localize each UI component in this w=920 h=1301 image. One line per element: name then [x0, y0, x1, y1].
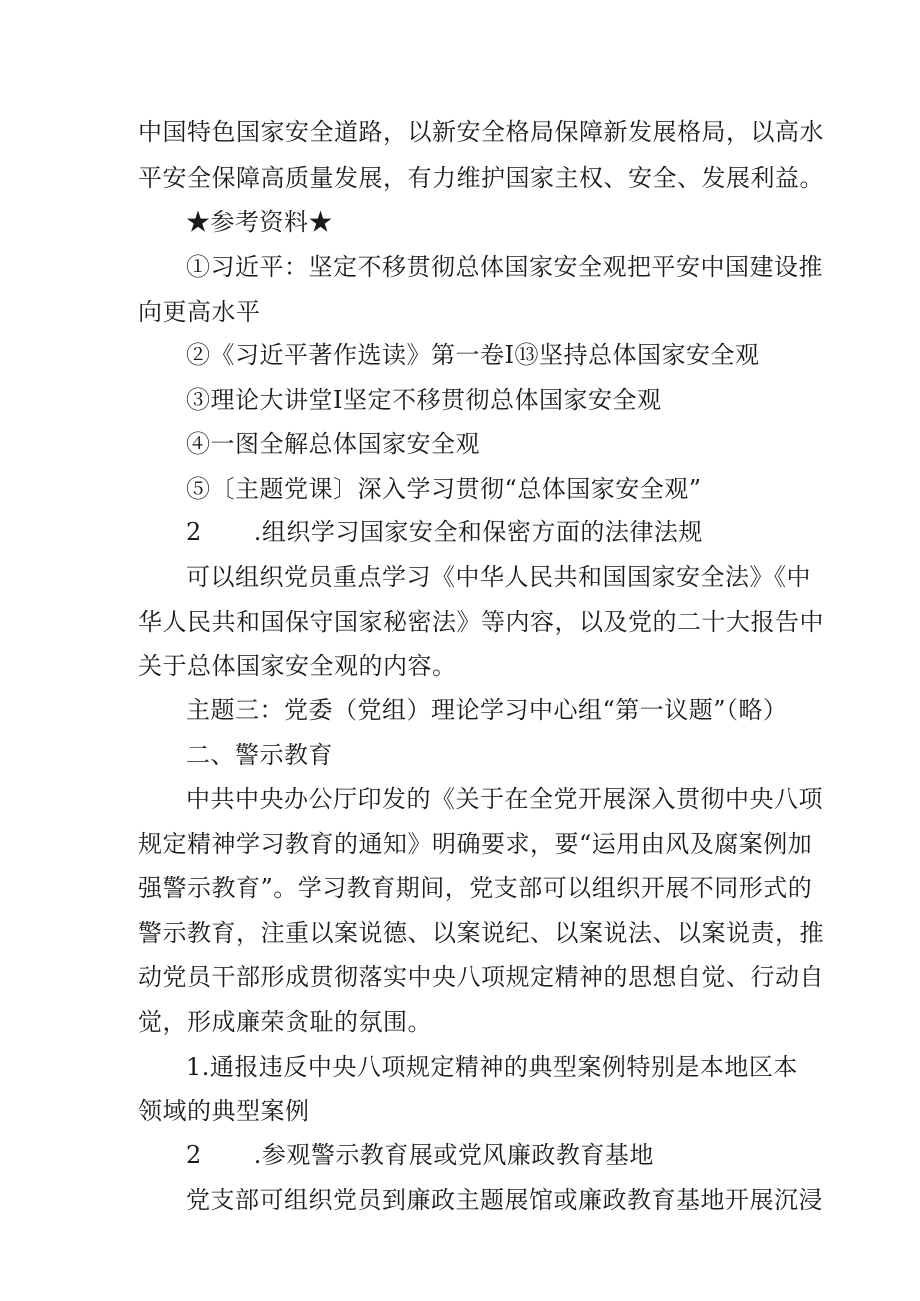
- reference-item: ①习近平：坚定不移贯彻总体国家安全观把平安中国建设推: [186, 253, 823, 281]
- body-text-line: 觉，形成廉荣贪耻的氛围。: [138, 1008, 432, 1036]
- numbered-heading-continued: 领域的典型案例: [138, 1097, 310, 1125]
- body-text-line: 规定精神学习教育的通知》明确要求，要“运用由风及腐案例加: [138, 830, 813, 858]
- reference-item: ④一图全解总体国家安全观: [186, 430, 480, 458]
- reference-item: ③理论大讲堂I坚定不移贯彻总体国家安全观: [186, 386, 662, 414]
- numbered-heading: [186, 510, 846, 554]
- section-heading: 主题三：党委（党组）理论学习中心组“第一议题”（略）: [186, 696, 788, 724]
- body-text-line: 党支部可组织党员到廉政主题展馆或廉政教育基地开展沉浸: [186, 1186, 823, 1214]
- numbered-heading: [186, 1133, 846, 1177]
- body-text-line: 警示教育，注重以案说德、以案说纪、以案说法、以案说责，推: [138, 919, 824, 947]
- section-heading: 二、警示教育: [186, 741, 333, 769]
- reference-item: ⑤〔主题党课〕深入学习贯彻“总体国家安全观”: [186, 475, 702, 503]
- body-text-line: 强警示教育”。学习教育期间，党支部可以组织开展不同形式的: [138, 874, 813, 902]
- section-heading: ★参考资料★: [186, 208, 333, 236]
- heading-number: 2: [186, 1141, 202, 1169]
- reference-item-continued: 向更高水平: [138, 298, 261, 326]
- heading-text: .组织学习国家安全和保密方面的法律法规: [253, 518, 703, 546]
- body-text-line: 中共中央办公厅印发的《关于在全党开展深入贯彻中央八项: [186, 785, 823, 813]
- heading-number: 2: [186, 518, 202, 546]
- body-text-line: 关于总体国家安全观的内容。: [138, 652, 457, 680]
- body-text-line: 中国特色国家安全道路，以新安全格局保障新发展格局，以高水: [138, 118, 824, 146]
- body-text-line: 平安全保障高质量发展，有力维护国家主权、安全、发展利益。: [138, 164, 824, 192]
- body-text-line: 动党员干部形成贯彻落实中央八项规定精神的思想自觉、行动自: [138, 963, 824, 991]
- reference-item: ②《习近平著作选读》第一卷I⑬坚持总体国家安全观: [186, 341, 760, 369]
- body-text-line: 华人民共和国保守国家秘密法》等内容，以及党的二十大报告中: [138, 608, 824, 636]
- heading-text: .参观警示教育展或党风廉政教育基地: [253, 1141, 654, 1169]
- body-text-line: 可以组织党员重点学习《中华人民共和国国家安全法》《中: [186, 563, 811, 591]
- numbered-heading: 1.通报违反中央八项规定精神的典型案例特别是本地区本: [186, 1053, 798, 1081]
